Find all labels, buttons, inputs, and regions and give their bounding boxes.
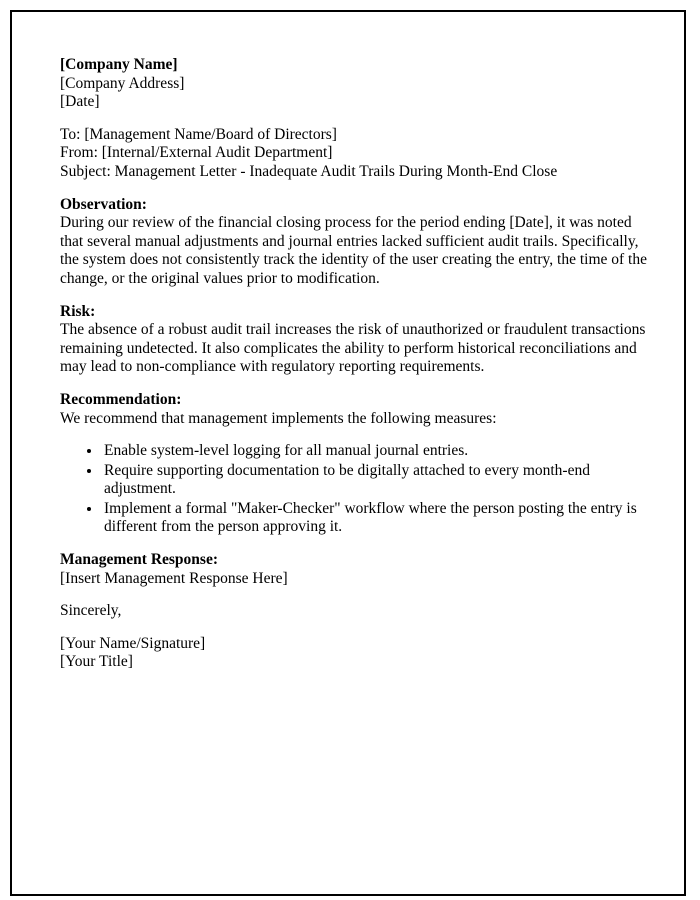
sign-off-text: Sincerely,: [60, 602, 122, 620]
signature-name: [Your Name/Signature]: [60, 634, 206, 652]
recommendation-bullet: • Require supporting documentation to be digitally attached to every month-end adjustment.: [102, 462, 656, 499]
subject-line: Subject: Management Letter - Inadequate Audit Trails During Month-End Close: [60, 162, 558, 180]
observation-heading: Observation:: [60, 195, 147, 213]
observation-body: During our review of the financial closing process for the period ending [Date], it was noted that several manual adjustments and journal entries lacked sufficient audit trails. Specifically, the system does not consistently track the identity of the user creating the entry, the time of the change, or the original values prior to modification.: [60, 214, 647, 287]
signature-title: [Your Title]: [60, 653, 133, 671]
recommendation-bullet: • Implement a formal "Maker-Checker" workflow where the person posting the entry is different from the person approving it.: [102, 500, 656, 537]
letterhead: [60, 56, 656, 112]
to-line: To: [Management Name/Board of Directors]: [60, 125, 337, 143]
recommendation-bullet-list: [60, 442, 656, 537]
management-response-section: [60, 551, 656, 588]
risk-body: The absence of a robust audit trail increases the risk of unauthorized or fraudulent transactions remaining undetected. It also complicates the ability to perform historical reconciliations and may lead to non-compliance with regulatory reporting requirements.: [60, 321, 646, 376]
letter-content: [60, 56, 656, 686]
recommendation-section: [60, 391, 656, 428]
from-line: From: [Internal/External Audit Department]: [60, 144, 333, 162]
risk-section: [60, 303, 656, 377]
signature-block: [60, 635, 656, 672]
company-name: [Company Name]: [60, 56, 178, 73]
company-address: [Company Address]: [60, 74, 185, 92]
observation-section: [60, 196, 656, 289]
management-response-heading: Management Response:: [60, 551, 218, 569]
management-response-body: [Insert Management Response Here]: [60, 569, 288, 587]
letter-page-border: [10, 10, 686, 896]
sign-off: [60, 602, 656, 621]
letter-meta: [60, 126, 656, 182]
letter-date: [Date]: [60, 93, 100, 111]
recommendation-heading: Recommendation:: [60, 390, 182, 408]
recommendation-bullet: • Enable system-level logging for all manual journal entries.: [102, 442, 656, 461]
risk-heading: Risk:: [60, 302, 96, 320]
recommendation-intro: We recommend that management implements the following measures:: [60, 409, 497, 427]
